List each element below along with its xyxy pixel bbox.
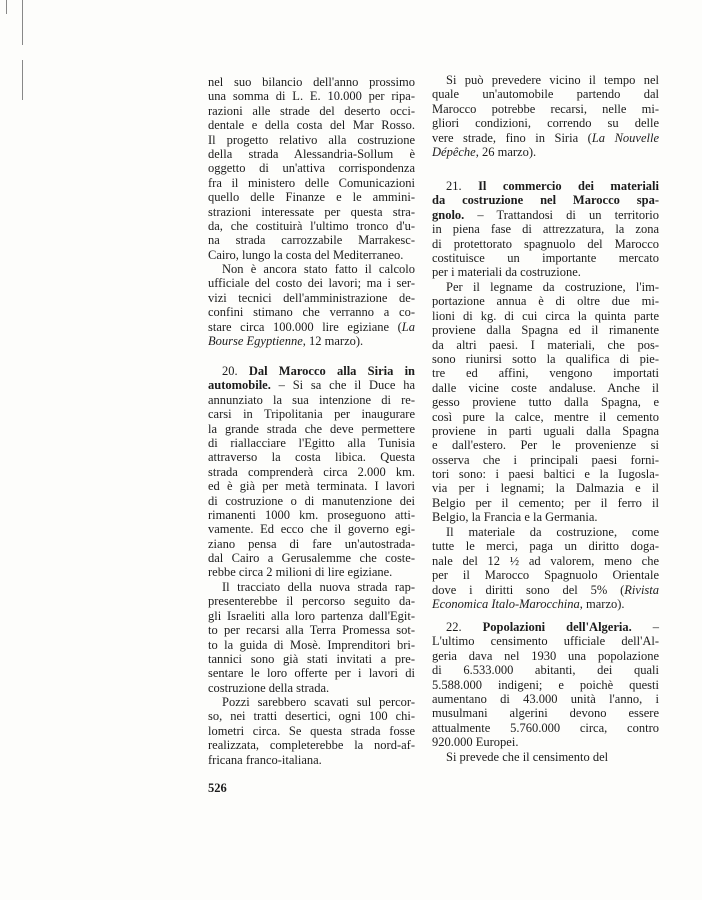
- text-line: [432, 597, 659, 611]
- text-line: ed è già per metà terminata. I lavori: [208, 479, 415, 494]
- text-line: lioni di kg. di cui circa la quinta parte: [432, 308, 659, 323]
- text-line: portazione annua è di oltre due mi-: [432, 294, 659, 309]
- paragraph: [208, 262, 415, 348]
- text-line: carsi in Tripolitania per inaugurare: [208, 407, 415, 422]
- text-line: costituisce un importante mercato: [432, 250, 659, 265]
- text-run: stare circa 100.000 lire egiziane (: [208, 319, 402, 334]
- text-line: nale del 12 ½ ad valorem, meno che: [432, 553, 659, 568]
- source-citation: La Nouvelle: [591, 130, 659, 145]
- text-line: della strada Alessandria-Sollum è: [208, 146, 415, 161]
- source-citation: La: [401, 319, 415, 334]
- text-line: 920.000 Europei.: [432, 735, 519, 750]
- text-run: – Trattandosi di un territorio: [464, 207, 659, 222]
- text-line: geria dava nel 1930 una popolazione: [432, 648, 659, 663]
- text-line: rimanenti 1000 km. proseguono atti-: [208, 507, 415, 522]
- source-citation: Bourse Egyptienne: [208, 333, 303, 348]
- text-line: so, nei tratti desertici, ogni 100 chi-: [208, 709, 415, 724]
- text-line: confini stimano che verranno a co-: [208, 305, 415, 320]
- text-line: realizzata, completerebbe la nord-af-: [208, 738, 415, 753]
- text-line: Il tracciato della nuova strada rap-: [222, 580, 415, 594]
- text-line: aumentano di 43.000 unità l'anno, i: [432, 691, 659, 706]
- text-line: Belgio per il cemento; per il ferro il: [432, 495, 659, 510]
- text-line: gli Israeliti alla loro partenza dall'Egit-: [208, 608, 415, 623]
- text-line: ziano pensa di fare un'autostrada-: [208, 536, 415, 551]
- source-citation: Rivista: [624, 582, 659, 597]
- text-line: proviene in parti uguali dalla Spagna: [432, 423, 659, 438]
- text-line: to per recarsi alla Terra Promessa sot-: [208, 623, 415, 638]
- text-line: la grande strada che deve permettere: [208, 421, 415, 436]
- text-line: vizi tecnici dell'amministrazione de-: [208, 290, 415, 305]
- text-line: [432, 620, 659, 634]
- text-line: 5.588.000 indigeni; e poichè questi: [432, 677, 659, 692]
- paragraph: [432, 620, 659, 750]
- text-line: Belgio, la Francia e la Germania.: [432, 510, 598, 525]
- text-line: proviene dalla Spagna ed il rimanente: [432, 323, 659, 338]
- text-line: [208, 334, 415, 348]
- text-line: fricana franco-italiana.: [208, 752, 322, 767]
- text-line: [208, 378, 415, 392]
- text-line: e dall'estero. Per le provenienze si: [432, 438, 659, 453]
- text-run: – Si sa che il Duce ha: [270, 378, 415, 393]
- text-run: , 12 marzo).: [302, 333, 364, 348]
- text-run: –: [631, 620, 659, 634]
- paragraph: [432, 73, 659, 159]
- text-line: per i materiali da costruzione.: [432, 265, 581, 280]
- text-run: , 26 marzo).: [475, 144, 537, 159]
- text-line: Per il legname da costruzione, l'im-: [446, 280, 659, 294]
- text-line: [432, 583, 659, 597]
- text-line: gesso proviene tutto dalla Spagna, e: [432, 395, 659, 410]
- text-line: nel suo bilancio dell'anno prossimo: [208, 75, 415, 89]
- text-run: vere strade, fino in Siria (: [432, 130, 592, 145]
- text-line: per il Marocco Spagnuolo Orientale: [432, 568, 659, 583]
- text-line: sono riunirsi sotto la qualifica di pie-: [432, 351, 659, 366]
- text-line: Il materiale da costruzione, come: [446, 525, 659, 539]
- text-line: Pozzi sarebbero scavati sul percor-: [222, 695, 415, 709]
- section-heading: Il commercio dei materiali: [478, 179, 660, 193]
- text-line: di protettorato spagnuolo del Marocco: [432, 236, 659, 251]
- text-line: tori sono: i paesi baltici e la Iugosla-: [432, 467, 659, 482]
- text-line: razioni alle strade del deserto occi-: [208, 103, 415, 118]
- section-heading: da costruzione nel Marocco spa-: [432, 193, 659, 208]
- text-line: dalle vicine coste andaluse. Anche il: [432, 380, 659, 395]
- text-line: dal Cairo a Gerusalemme che coste-: [208, 551, 415, 566]
- text-line: quello delle Finanze e le ammini-: [208, 190, 415, 205]
- source-citation: Economica Italo-Marocchina: [432, 596, 580, 611]
- paragraph: [432, 179, 659, 280]
- scan-edge-mark: [22, 0, 23, 45]
- text-line: una somma di L. E. 10.000 per ripa-: [208, 89, 415, 104]
- text-line: [432, 193, 659, 207]
- text-line: quale un'automobile partendo dal: [432, 87, 659, 102]
- text-line: di costruzione o di manutenzione dei: [208, 493, 415, 508]
- page-number: 526: [208, 781, 227, 795]
- scan-edge-mark: [6, 0, 7, 14]
- text-line: così pure la calce, mentre il cemento: [432, 409, 659, 424]
- source-citation: Dépêche: [432, 144, 476, 159]
- text-run: 21.: [446, 179, 479, 193]
- paragraph: [208, 580, 415, 695]
- text-line: Si prevede che il censimento del: [446, 750, 609, 764]
- text-line: lometri circa. Se questa strada fosse: [208, 723, 415, 738]
- text-line: [432, 145, 659, 159]
- text-run: 22.: [446, 620, 483, 634]
- text-line: to la guida di Mosè. Imprenditori bri-: [208, 637, 415, 652]
- text-run: dove i diritti sono del 5% (: [432, 582, 625, 597]
- text-line: dentale e della costa del Mar Rosso.: [208, 118, 415, 133]
- section-heading: Popolazioni dell'Algeria.: [482, 620, 632, 634]
- text-run: , marzo).: [579, 596, 625, 611]
- text-line: [432, 208, 659, 222]
- text-line: vamente. Ed ecco che il governo egi-: [208, 522, 415, 537]
- text-line: strazioni interessate per questa stra-: [208, 204, 415, 219]
- text-line: Si può prevedere vicino il tempo nel: [446, 73, 659, 87]
- text-line: tutte le merci, paga un diritto doga-: [432, 539, 659, 554]
- paragraph: [208, 364, 415, 580]
- text-line: Non è ancora stato fatto il calcolo: [222, 262, 415, 276]
- text-line: da, che costituirà l'ultimo tronco d'u-: [208, 218, 415, 233]
- section-heading: Dal Marocco alla Siria in: [248, 364, 415, 378]
- text-line: tannici sono già stati invitati a pre-: [208, 651, 415, 666]
- text-line: musulmani algerini devono essere: [432, 706, 659, 721]
- text-line: via per i legnami; la Dalmazia e il: [432, 481, 659, 496]
- text-line: ufficiale del costo dei lavori; ma i ser-: [208, 276, 415, 291]
- text-line: [432, 179, 659, 193]
- text-line: in piena fase di attrezzatura, la zona: [432, 222, 659, 237]
- text-line: gliori condizioni, correndo su delle: [432, 116, 659, 131]
- text-line: [432, 131, 659, 145]
- text-line: na strada carrozzabile Marrakesc-: [208, 233, 415, 248]
- text-line: [208, 364, 415, 378]
- paragraph: [208, 75, 415, 262]
- text-line: strada comprenderà circa 2.000 km.: [208, 464, 415, 479]
- text-line: oggetto di un'attiva corrispondenza: [208, 161, 415, 176]
- text-line: fra il ministero delle Comunicazioni: [208, 175, 415, 190]
- text-line: tre ed affini, vengono importati: [432, 366, 659, 381]
- text-line: annunziato la sua intenzione di re-: [208, 392, 415, 407]
- text-line: di 6.533.000 abitanti, dei quali: [432, 663, 659, 678]
- paragraph: [432, 750, 659, 764]
- paragraph: [432, 280, 659, 525]
- text-line: Cairo, lungo la costa del Mediterraneo.: [208, 247, 404, 262]
- text-line: costruzione della strada.: [208, 680, 330, 695]
- text-line: Il progetto relativo alla costruzione: [208, 132, 415, 147]
- text-line: L'ultimo censimento ufficiale dell'Al-: [432, 634, 659, 649]
- text-line: presenterebbe il percorso seguito da-: [208, 594, 415, 609]
- paragraph: [208, 695, 415, 767]
- section-heading: gnolo.: [432, 207, 465, 222]
- paragraph: [432, 525, 659, 611]
- section-heading: automobile.: [208, 378, 271, 393]
- text-line: Marocco potrebbe recarsi, nelle mi-: [432, 101, 659, 116]
- text-line: sentare le loro offerte per i lavori di: [208, 666, 415, 681]
- text-line: attraverso la costa libica. Questa: [208, 450, 415, 465]
- text-run: 20.: [222, 364, 249, 378]
- text-line: osserva che i principali paesi forni-: [432, 452, 659, 467]
- scan-edge-mark: [22, 60, 23, 100]
- text-line: attualmente 5.760.000 circa, contro: [432, 720, 659, 735]
- text-line: [208, 320, 415, 334]
- text-line: di riallacciare l'Egitto alla Tunisia: [208, 435, 415, 450]
- text-line: da altri paesi. I materiali, che pos-: [432, 337, 659, 352]
- text-line: rebbe circa 2 milioni di lire egiziane.: [208, 565, 393, 580]
